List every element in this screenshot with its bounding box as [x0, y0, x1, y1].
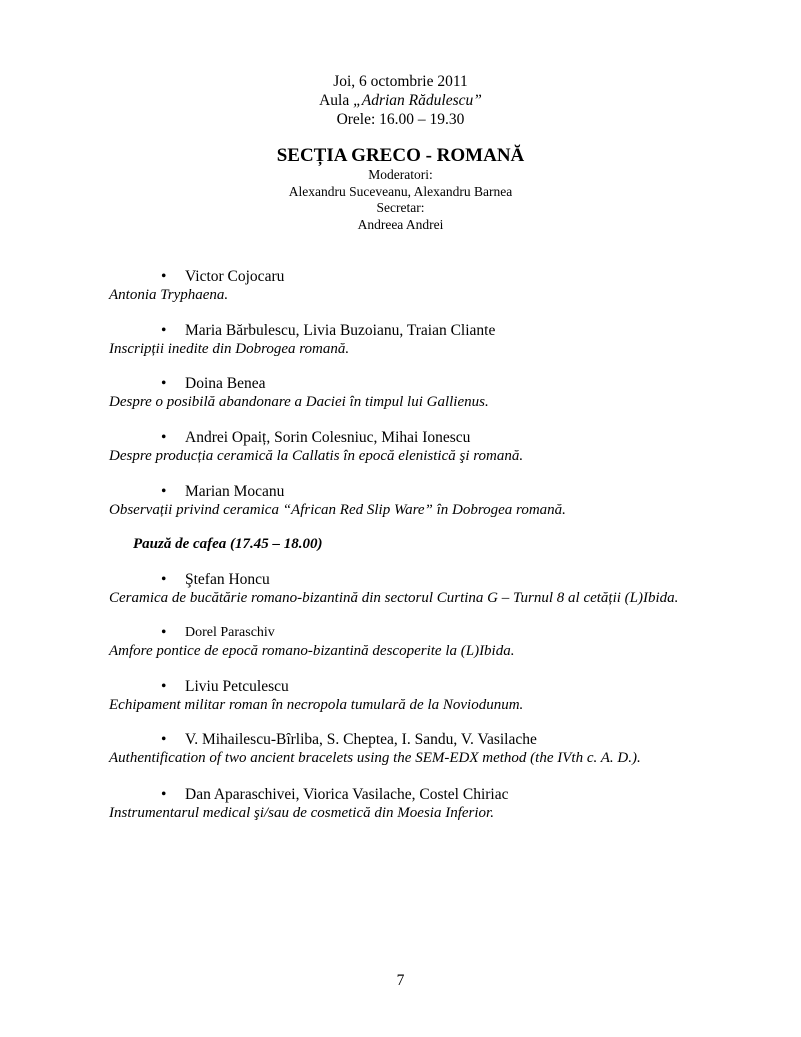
page-number: 7: [396, 972, 405, 989]
paper-entry: [109, 731, 769, 768]
section-title: SECȚIA GRECO - ROMANĂ: [276, 145, 525, 166]
paper-title: Observații privind ceramica “African Red Slip Ware” în Dobrogea romană.: [109, 502, 566, 518]
room-name: „Adrian Rădulescu”: [353, 92, 482, 109]
bullet-icon: •: [161, 429, 167, 446]
paper-title: Inscripții inedite din Dobrogea romană.: [109, 341, 350, 357]
paper-title: Echipament militar roman în necropola tumulară de la Noviodunum.: [109, 697, 524, 713]
paper-title: Ceramica de bucătărie romano-bizantină din sectorul Curtina G – Turnul 8 al cetății (L)Ibida.: [109, 590, 679, 606]
paper-authors: Liviu Petculescu: [185, 678, 289, 695]
paper-entry: [109, 571, 769, 608]
paper-title: Authentification of two ancient bracelets using the SEM-EDX method (the IVth c. A. D.).: [109, 750, 641, 766]
paper-title: Despre o posibilă abandonare a Daciei în timpul lui Gallienus.: [109, 394, 489, 410]
moderators-label: Moderatori:: [368, 167, 433, 182]
paper-entry: [109, 429, 769, 466]
paper-authors: Doina Benea: [185, 375, 266, 392]
paper-title: Instrumentarul medical şi/sau de cosmetică din Moesia Inferior.: [109, 805, 494, 821]
paper-authors: Marian Mocanu: [185, 483, 285, 500]
session-staff: [0, 167, 801, 233]
paper-entry: [109, 322, 769, 359]
paper-entry: [109, 375, 769, 412]
bullet-icon: •: [161, 268, 167, 285]
session-date: Joi, 6 octombrie 2011: [333, 73, 468, 90]
paper-entry: [109, 624, 769, 661]
paper-authors: Dorel Paraschiv: [185, 625, 275, 640]
bullet-icon: •: [161, 483, 167, 500]
paper-title: Antonia Tryphaena.: [109, 287, 229, 303]
paper-title: Amfore pontice de epocă romano-bizantină descoperite la (L)Ibida.: [109, 643, 515, 659]
coffee-break: Pauză de cafea (17.45 – 18.00): [133, 536, 323, 552]
secretary-label: Secretar:: [376, 200, 425, 215]
paper-entry: [109, 268, 769, 305]
bullet-icon: •: [161, 624, 167, 641]
paper-authors: Ştefan Honcu: [185, 571, 270, 588]
paper-authors: Maria Bărbulescu, Livia Buzoianu, Traian Cliante: [185, 322, 496, 339]
secretary-name: Andreea Andrei: [357, 216, 444, 232]
bullet-icon: •: [161, 731, 167, 748]
paper-entry: [109, 483, 769, 520]
session-header: [0, 72, 801, 129]
paper-entry: [109, 786, 769, 823]
bullet-icon: •: [161, 375, 167, 392]
paper-authors: V. Mihailescu-Bîrliba, S. Cheptea, I. Sandu, V. Vasilache: [185, 731, 537, 748]
bullet-icon: •: [161, 678, 167, 695]
bullet-icon: •: [161, 571, 167, 588]
paper-authors: Andrei Opaiț, Sorin Colesniuc, Mihai Ionescu: [185, 429, 471, 446]
paper-authors: Victor Cojocaru: [185, 268, 285, 285]
moderators-names: Alexandru Suceveanu, Alexandru Barnea: [288, 183, 513, 199]
paper-authors: Dan Aparaschivei, Viorica Vasilache, Costel Chiriac: [185, 786, 509, 803]
paper-title: Despre producția ceramică la Callatis în epocă elenistică şi romană.: [109, 448, 524, 464]
session-hours: Orele: 16.00 – 19.30: [336, 111, 465, 128]
room-prefix: Aula: [319, 92, 354, 109]
bullet-icon: •: [161, 786, 167, 803]
paper-entry: [109, 678, 769, 715]
session-room: [0, 91, 801, 110]
bullet-icon: •: [161, 322, 167, 339]
